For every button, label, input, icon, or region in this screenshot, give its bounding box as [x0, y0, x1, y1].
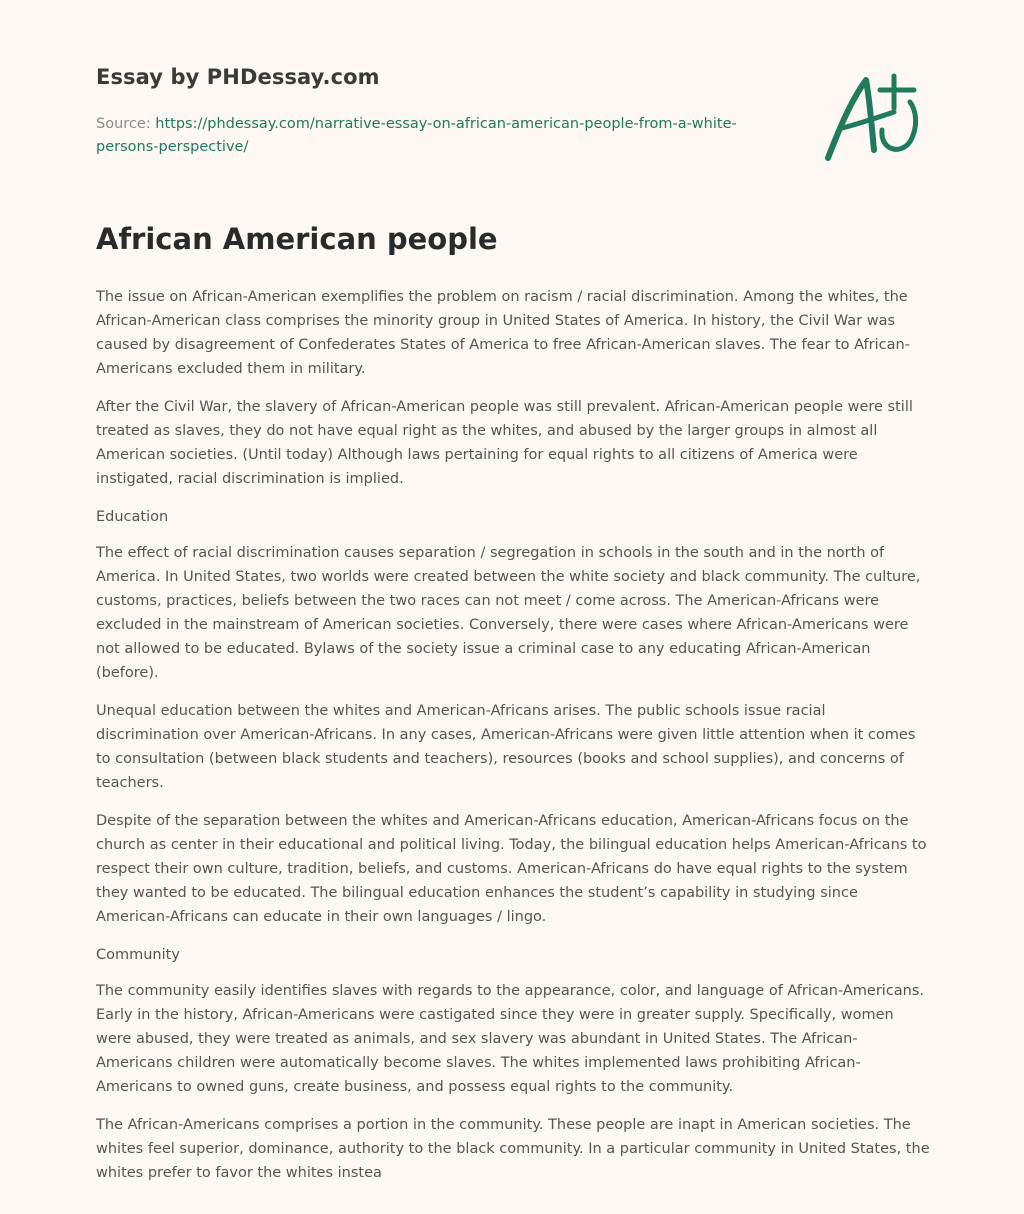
- source-label: Source:: [96, 116, 156, 132]
- essay-body: [96, 285, 930, 1199]
- paragraph: After the Civil War, the slavery of African-American people was still prevalent. African-American people were still treated as slaves, they do not have equal right as the whites, and abused by the larger groups in almost all American societies. (Until today) Although laws pertaining for equal rights to all citizens of America were instigated, racial discrimination is implied.: [96, 399, 913, 487]
- source-line: [96, 113, 786, 159]
- paragraph: The African-Americans comprises a portion in the community. These people are inapt in American societies. The whites feel superior, dominance, authority to the black community. In a particular community in United States, the whites prefer to favor the whites instea: [96, 1117, 930, 1181]
- paragraph: The issue on African-American exemplifies the problem on racism / racial discrimination. Among the whites, the African-American class comprises the minority group in United States of America. In history, the Civil War was caused by disagreement of Confederates States of America to free African-American slaves. The fear to African-Americans excluded them in military.: [96, 289, 910, 377]
- section-heading-community: Community: [96, 947, 180, 963]
- a-plus-logo-icon: [822, 68, 926, 164]
- paragraph: Unequal education between the whites and American-Africans arises. The public schools issue racial discrimination over American-Africans. In any cases, American-Africans were given little attention when it comes to consultation (between black students and teachers), resources (books and school supplies), and concerns of teachers.: [96, 703, 916, 791]
- section-heading-education: Education: [96, 509, 169, 525]
- essay-title: African American people: [96, 222, 498, 256]
- paragraph: The community easily identifies slaves with regards to the appearance, color, and language of African-Americans. Early in the history, African-Americans were castigated since they were in greater supply. Specifically, women were abused, they were treated as animals, and sex slavery was abundant in United States. The African-Americans children were automatically become slaves. The whites implemented laws prohibiting African-Americans to owned guns, create business, and possess equal rights to the community.: [96, 983, 925, 1095]
- paragraph: The effect of racial discrimination causes separation / segregation in schools in the south and in the north of America. In United States, two worlds were created between the white society and black community. The culture, customs, practices, beliefs between the two races can not meet / come across. The American-Africans were excluded in the mainstream of American societies. Conversely, there were cases where African-Americans were not allowed to be educated. Bylaws of the society issue a criminal case to any educating African-American (before).: [96, 545, 921, 681]
- source-link[interactable]: https://phdessay.com/narrative-essay-on-african-american-people-from-a-white-persons-perspective/: [96, 116, 737, 155]
- site-brand: Essay by PHDessay.com: [96, 65, 380, 89]
- paragraph: Despite of the separation between the whites and American-Africans education, American-Africans focus on the church as center in their educational and political living. Today, the bilingual education helps American-Africans to respect their own culture, tradition, beliefs, and customs. American-Africans do have equal rights to the system they wanted to be educated. The bilingual education enhances the student’s capability in studying since American-Africans can educate in their own languages / lingo.: [96, 813, 927, 925]
